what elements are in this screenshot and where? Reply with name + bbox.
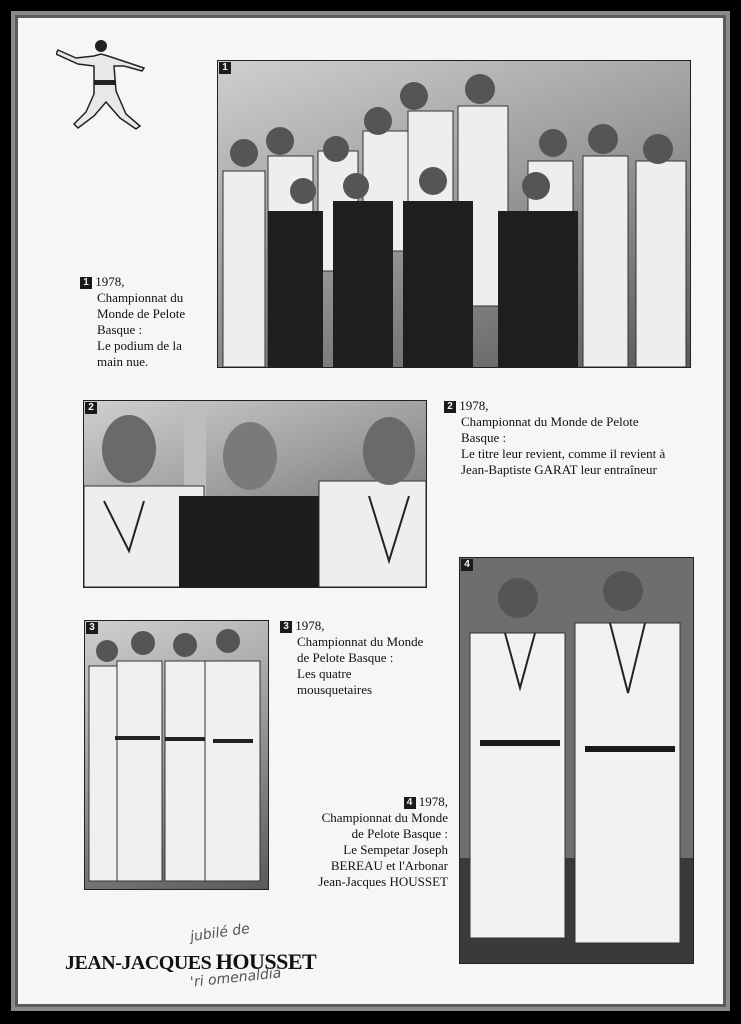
caption-line: Monde de Pelote: [97, 306, 186, 321]
caption-line: main nue.: [97, 354, 149, 369]
caption-line: Jean-Baptiste GARAT leur entraîneur: [461, 462, 657, 477]
caption-number: 4: [404, 797, 416, 809]
caption-line: Le Sempetar Joseph: [343, 842, 448, 857]
footer-last-name: HOUSSET: [215, 949, 317, 974]
caption-line: Championnat du Monde de Pelote: [461, 414, 639, 429]
caption-line: mousquetaires: [297, 682, 373, 697]
caption-line: Championnat du Monde: [297, 634, 424, 649]
footer-script-bottom: 'ri omenaldia: [189, 965, 283, 991]
caption-3: [280, 618, 450, 698]
caption-line: BEREAU et l'Arbonar: [330, 858, 448, 873]
caption-line: Championnat du: [97, 290, 184, 305]
photo-1-podium: [217, 60, 691, 368]
caption-line: 1978,: [459, 398, 489, 413]
caption-line: de Pelote Basque :: [351, 826, 448, 841]
caption-line: Les quatre: [297, 666, 352, 681]
footer-first-name: JEAN-JACQUES: [65, 952, 212, 974]
caption-line: de Pelote Basque :: [297, 650, 394, 665]
caption-2: [444, 398, 714, 478]
caption-line: 1978,: [95, 274, 125, 289]
photo-2-trainer: [83, 400, 427, 588]
caption-4: [288, 794, 448, 890]
caption-line: 1978,: [295, 618, 325, 633]
photo-number: 2: [85, 402, 97, 414]
caption-number: 1: [80, 277, 92, 289]
photo-4-bereau-housset: [459, 557, 694, 964]
caption-line: 1978,: [418, 794, 448, 809]
pelote-player-logo: [56, 36, 151, 134]
footer-script-top: jubilé de: [189, 920, 251, 946]
caption-line: Jean-Jacques HOUSSET: [318, 874, 448, 889]
photo-3-musketeers: [84, 620, 269, 890]
caption-1: [80, 274, 215, 370]
photo-number: 4: [461, 559, 473, 571]
caption-line: Championnat du Monde: [321, 810, 448, 825]
caption-line: Le podium de la: [97, 338, 182, 353]
photo-number: 3: [86, 622, 98, 634]
caption-line: Basque :: [461, 430, 507, 445]
caption-number: 3: [280, 621, 292, 633]
page-border: [11, 11, 730, 1011]
caption-number: 2: [444, 401, 456, 413]
caption-line: Basque :: [97, 322, 143, 337]
photo-number: 1: [219, 62, 231, 74]
page: [15, 15, 726, 1007]
caption-line: Le titre leur revient, comme il revient à: [461, 446, 666, 461]
